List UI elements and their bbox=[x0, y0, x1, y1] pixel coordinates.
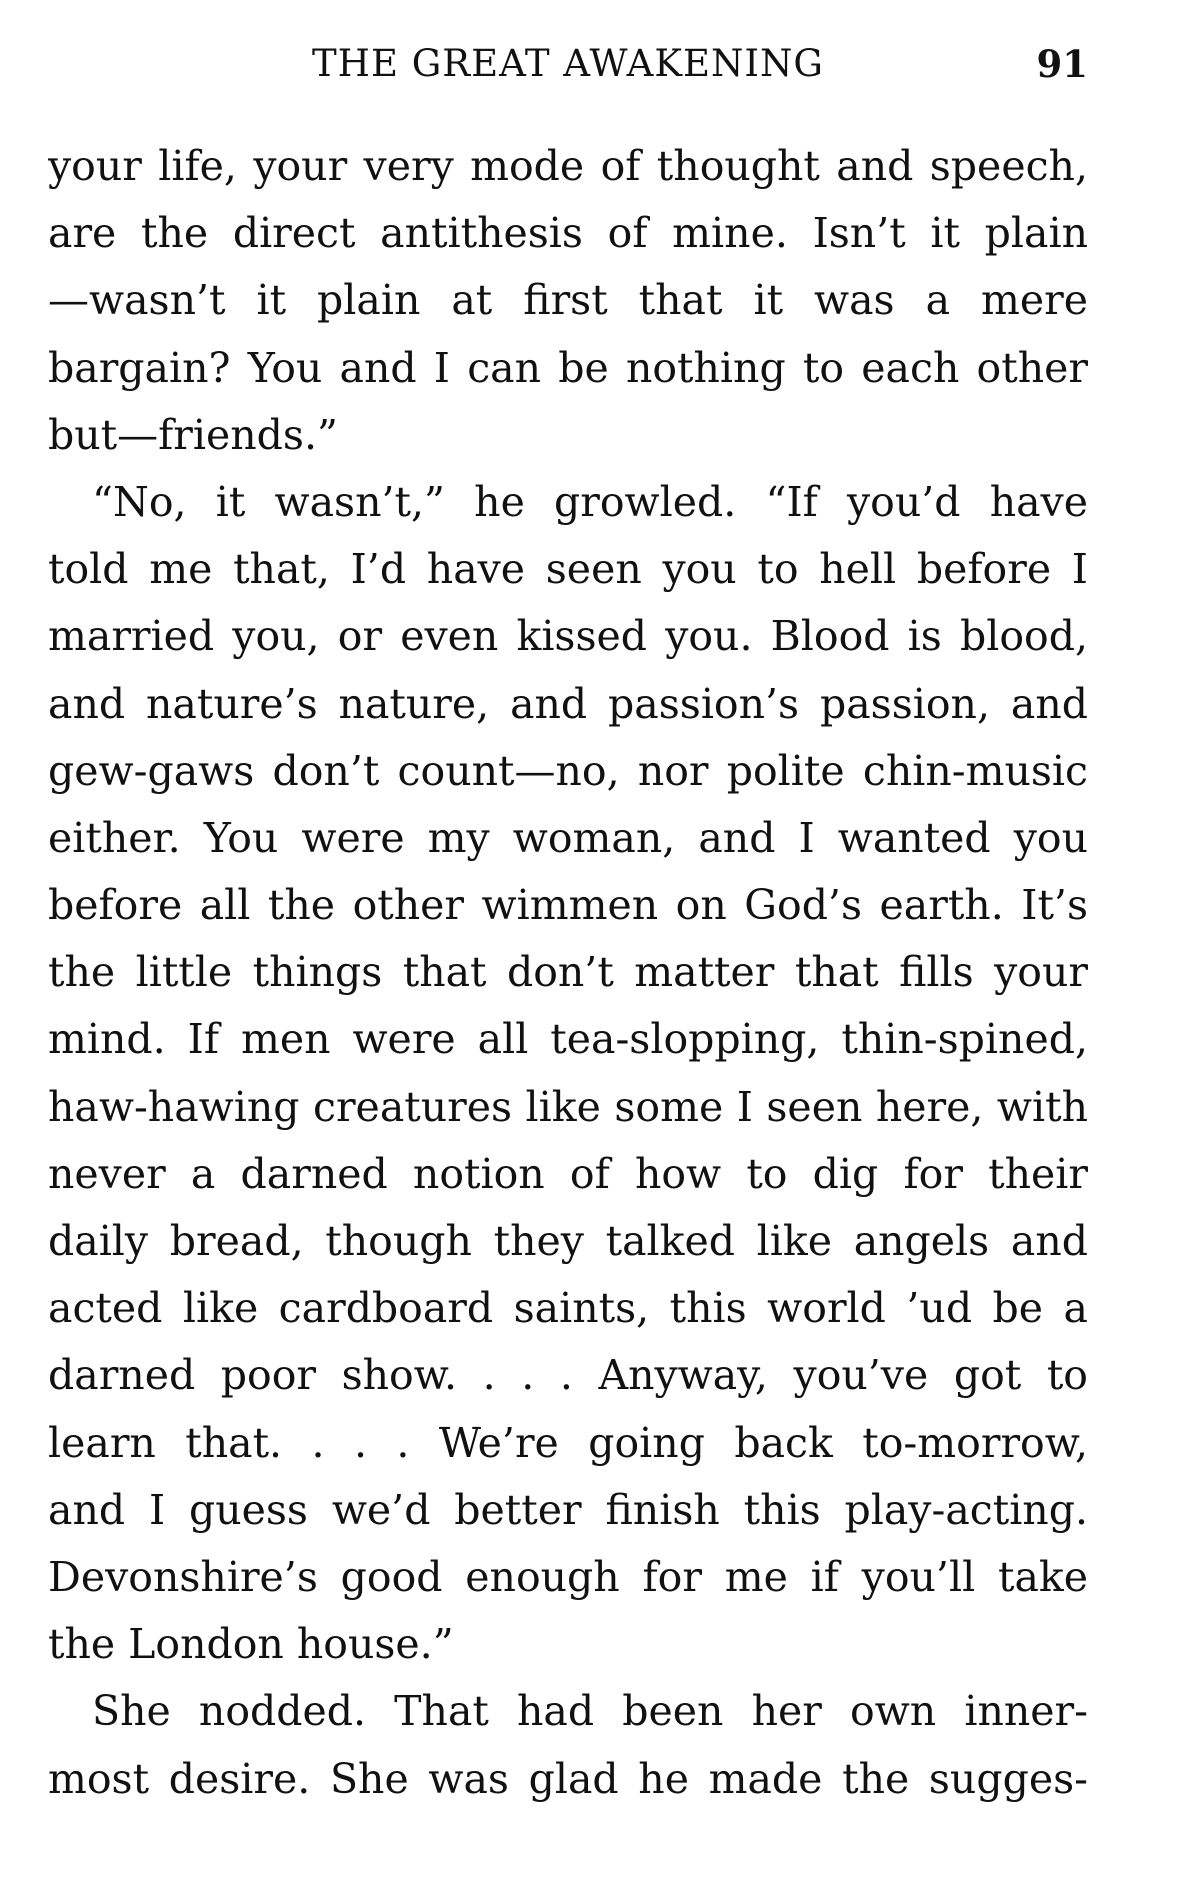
text-line: told me that, I’d have seen you to hell before I bbox=[48, 545, 1088, 594]
running-title: THE GREAT AWAKENING bbox=[312, 42, 824, 85]
text-line: gew-gaws don’t count—no, nor polite chin-music bbox=[48, 746, 1088, 795]
text-line: before all the other wimmen on God’s earth. It’s bbox=[48, 881, 1088, 930]
text-line: never a darned notion of how to dig for their bbox=[48, 1149, 1088, 1198]
text-line: married you, or even kissed you. Blood is blood, bbox=[48, 612, 1088, 661]
text-line: haw-hawing creatures like some I seen here, with bbox=[48, 1082, 1088, 1131]
text-line: acted like cardboard saints, this world ’ud be a bbox=[48, 1284, 1088, 1333]
text-line: daily bread, though they talked like angels and bbox=[48, 1217, 1088, 1265]
paragraph bbox=[48, 133, 1088, 469]
text-line: and nature’s nature, and passion’s passion, and bbox=[48, 679, 1088, 728]
paragraph bbox=[48, 1678, 1088, 1812]
text-line: but—friends.” bbox=[48, 410, 338, 459]
text-line: mind. If men were all tea-slopping, thin-spined, bbox=[48, 1015, 1088, 1064]
text-line: bargain? You and I can be nothing to each other bbox=[48, 343, 1088, 392]
text-line: Devonshire’s good enough for me if you’ll take bbox=[48, 1552, 1088, 1601]
text-line: your life, your very mode of thought and speech, bbox=[48, 142, 1088, 190]
text-line: the little things that don’t matter that fills your bbox=[48, 948, 1088, 997]
text-line: darned poor show. . . . Anyway, you’ve got to bbox=[48, 1351, 1088, 1400]
running-head bbox=[48, 34, 1088, 94]
text-line: and I guess we’d better finish this play-acting. bbox=[48, 1485, 1088, 1534]
page-number: 91 bbox=[1036, 42, 1088, 86]
text-line: “No, it wasn’t,” he growled. “If you’d have bbox=[92, 477, 1088, 526]
body-text bbox=[48, 133, 1088, 1813]
text-line: either. You were my woman, and I wanted you bbox=[48, 813, 1088, 862]
text-line: are the direct antithesis of mine. Isn’t it plain bbox=[48, 209, 1088, 258]
paragraph bbox=[48, 469, 1088, 1678]
text-line: learn that. . . . We’re going back to-morrow, bbox=[48, 1418, 1088, 1467]
text-line: She nodded. That had been her own inner- bbox=[92, 1687, 1088, 1736]
text-line: —wasn’t it plain at first that it was a mere bbox=[48, 276, 1088, 325]
text-line: the London house.” bbox=[48, 1620, 454, 1669]
text-line: most desire. She was glad he made the sugges- bbox=[48, 1754, 1088, 1803]
